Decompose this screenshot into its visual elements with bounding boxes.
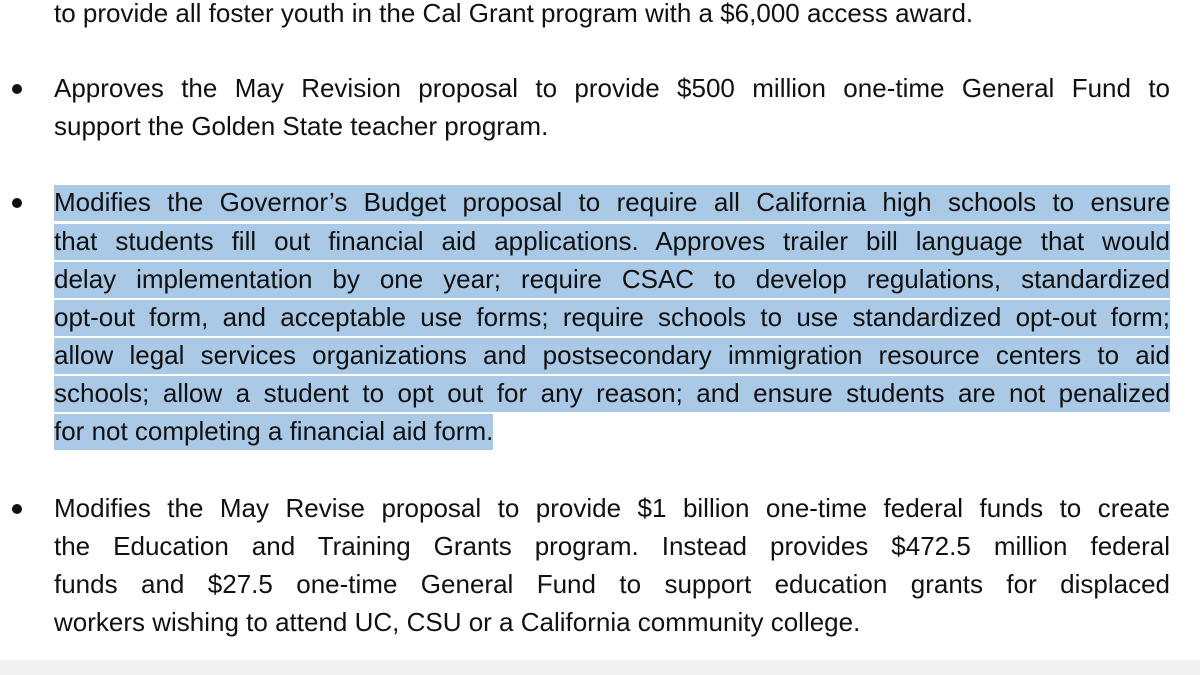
bullet-3-line-1[interactable]: Modifies the May Revise proposal to provide $1 billion one-time federal funds to create: [54, 493, 1170, 523]
selected-text: for not completing a financial aid form.: [54, 414, 493, 450]
bullet-dot: [12, 504, 22, 514]
bullet-2-line-3[interactable]: [54, 260, 1170, 298]
bullet-2-line-4[interactable]: [54, 298, 1170, 336]
selected-text: delay implementation by one year; require CSAC to develop regulations, standardized: [54, 262, 1170, 298]
bullet-dot: [12, 84, 22, 94]
bullet-2-line-7[interactable]: [54, 412, 1170, 450]
bullet-2-line-6[interactable]: [54, 374, 1170, 412]
page-bottom-edge: [0, 660, 1200, 675]
bullet-1-line-1[interactable]: Approves the May Revision proposal to provide $500 million one-time General Fund to: [54, 73, 1170, 103]
selected-text: allow legal services organizations and postsecondary immigration resource centers to aid: [54, 338, 1170, 374]
bullet-2-line-1[interactable]: [54, 183, 1170, 221]
selected-text: Modifies the Governor’s Budget proposal to require all California high schools to ensure: [54, 185, 1170, 221]
intro-tail-span: to provide all foster youth in the Cal Grant program with a $6,000 access award.: [54, 0, 974, 28]
selected-text: opt-out form, and acceptable use forms; require schools to use standardized opt-out form;: [54, 300, 1170, 336]
bullet-2-line-2[interactable]: [54, 222, 1170, 260]
selected-text: that students fill out financial aid applications. Approves trailer bill language that would: [54, 224, 1170, 260]
intro-tail-text[interactable]: [54, 0, 1170, 32]
selected-text: schools; allow a student to opt out for any reason; and ensure students are not penalized: [54, 376, 1170, 412]
bullet-2-line-5[interactable]: [54, 336, 1170, 374]
bullet-3-line-3[interactable]: funds and $27.5 one-time General Fund to support education grants for displaced: [54, 569, 1170, 599]
bullet-3-line-2[interactable]: the Education and Training Grants program. Instead provides $472.5 million federal: [54, 531, 1170, 561]
bullet-dot: [12, 198, 22, 208]
bullet-3-line-4[interactable]: workers wishing to attend UC, CSU or a California community college.: [54, 607, 861, 637]
bullet-1-line-2[interactable]: support the Golden State teacher program.: [54, 111, 549, 141]
